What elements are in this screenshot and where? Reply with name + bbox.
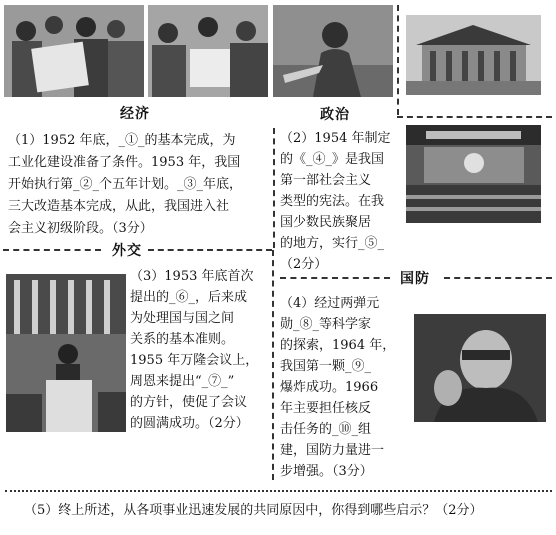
defense-line-4: 我国第一颗_⑨_ <box>280 359 372 374</box>
diplomacy-line-4: 关系的基本准则。 <box>130 332 235 347</box>
politics-line-4: 类型的宪法。在我 <box>280 194 385 209</box>
divider-economy-politics <box>397 116 552 118</box>
defense-line-7: 击任务的_⑩_组 <box>280 422 372 437</box>
divider-economy-right <box>273 128 275 248</box>
land-reform-crowd-photo <box>4 5 144 97</box>
politics-line-1: （2）1954 年制定 <box>280 131 391 146</box>
scientist-portrait-photo <box>414 314 546 422</box>
summary-question: （5）终上所述，从各项事业迅速发展的共同原因中，你得到哪些启示？（2分） <box>24 503 483 518</box>
politics-line-7: （2分） <box>280 257 328 272</box>
divider-diplomacy-left <box>148 249 272 251</box>
defense-text <box>280 293 410 482</box>
divider-top-vertical <box>397 5 399 115</box>
hall-building-photo <box>406 15 541 95</box>
economy-title: 经济 <box>120 106 150 122</box>
politics-line-3: 第一部社会主义 <box>280 173 372 188</box>
economy-line-4: 三大改造基本完成，从此，我国进入社 <box>8 199 230 214</box>
defense-title: 国防 <box>396 268 434 288</box>
diplomacy-title: 外交 <box>108 240 146 260</box>
defense-line-6: 年主要担任核反 <box>280 401 372 416</box>
diplomacy-line-2: 提出的_⑥_，后来成 <box>130 290 248 305</box>
conference-podium-photo <box>6 274 126 432</box>
diplomacy-text <box>130 266 270 434</box>
diplomacy-line-8: 的圆满成功。（2分） <box>130 416 249 431</box>
politics-line-2: 的《_④_》是我国 <box>280 152 385 167</box>
defense-line-2: 勋_⑧_等科学家 <box>280 317 372 332</box>
economy-line-5: 会主义初级阶段。（3分） <box>8 221 153 236</box>
divider-diplomacy-defense <box>272 250 274 480</box>
diplomacy-line-7: 的方针，使促了会议 <box>130 395 248 410</box>
politics-text <box>280 128 402 275</box>
politics-line-5: 国少数民族聚居 <box>280 215 372 230</box>
farmer-photo <box>273 5 393 97</box>
defense-line-9: 步增强。（3分） <box>280 464 373 479</box>
defense-line-5: 爆炸成功。1966 <box>280 380 379 395</box>
divider-summary <box>5 490 552 492</box>
diplomacy-line-3: 为处理国与国之间 <box>130 311 235 326</box>
land-deed-photo <box>148 5 268 97</box>
politics-line-6: 的地方，实行_⑤_ <box>280 236 385 251</box>
defense-line-1: （4）经过两弹元 <box>280 296 380 311</box>
defense-line-3: 的探索，1964 年， <box>280 338 396 353</box>
diplomacy-line-1: （3）1953 年底首次 <box>130 269 254 284</box>
divider-defense-right <box>444 277 552 279</box>
economy-line-3: 开始执行第_②_个五年计划。_③_年底， <box>8 177 243 192</box>
congress-meeting-photo <box>406 125 541 223</box>
economy-line-1: （1）1952 年底，_①_的基本完成，为 <box>8 133 236 148</box>
defense-line-8: 建，国防力量进一 <box>280 443 385 458</box>
politics-title: 政治 <box>320 107 350 123</box>
diplomacy-line-6: 周恩来提出“_⑦_” <box>130 374 235 389</box>
divider-economy-bottom <box>3 249 101 251</box>
economy-text <box>8 130 270 240</box>
divider-politics-bottom <box>280 277 390 279</box>
economy-line-2: 工业化建设准备了条件。1953 年，我国 <box>8 155 241 170</box>
diplomacy-line-5: 1955 年万隆会议上， <box>130 353 259 368</box>
